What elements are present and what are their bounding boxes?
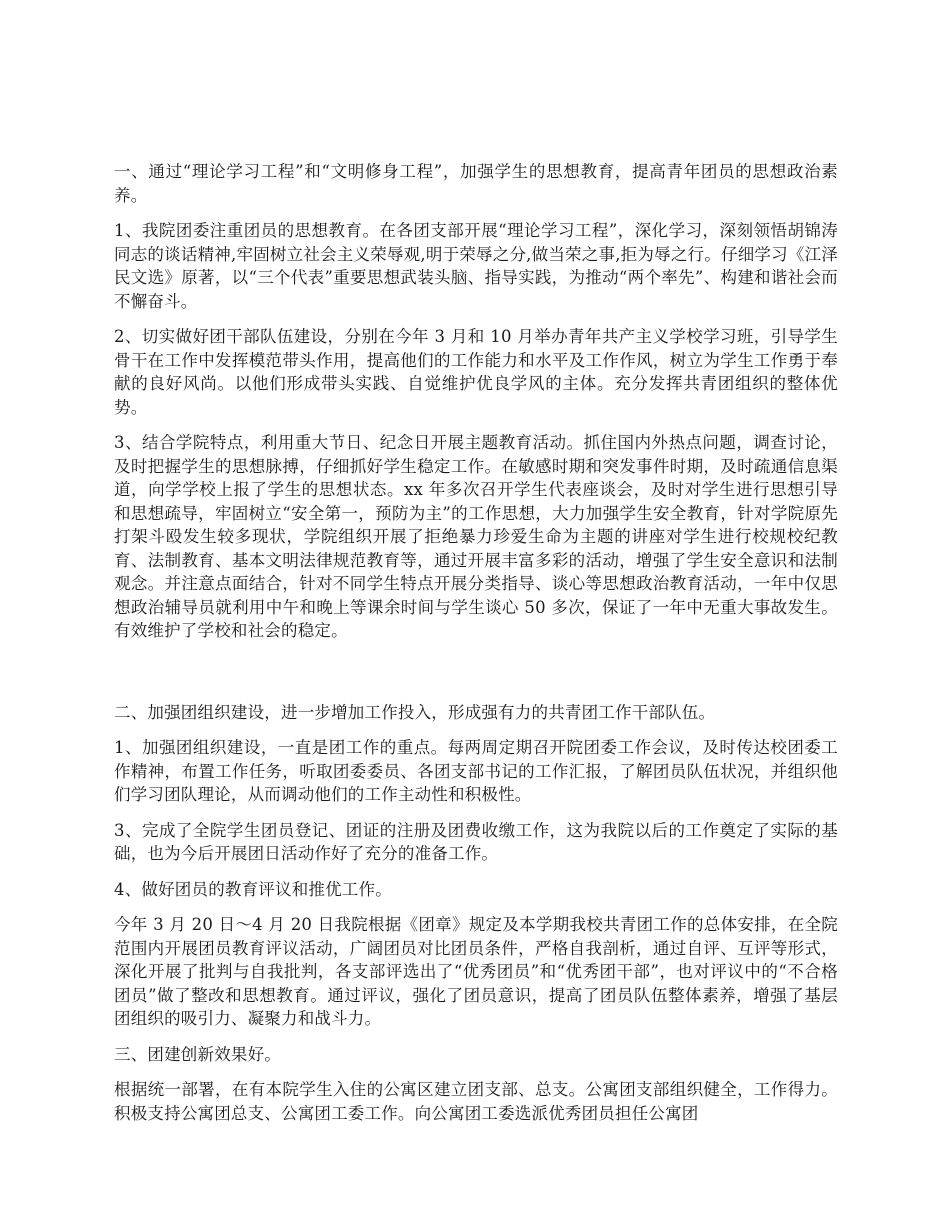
paragraph-1-1: 1、我院团委注重团员的思想教育。在各团支部开展“理论学习工程”，深化学习，深刻领悟胡锦涛同志的谈话精神,牢固树立社会主义荣辱观,明于荣辱之分,做当荣之事,拒为辱之行。仔细学习《江泽民文选》原著，以“三个代表”重要思想武装头脑、指导实践，为推动“两个率先”、构建和谐社会而不懈奋斗。	[114, 221, 838, 311]
section-heading-1: 一、通过“理论学习工程”和“文明修身工程”，加强学生的思想教育，提高青年团员的思想政治素养。	[114, 162, 838, 205]
paragraph-2-3: 3、完成了全院学生团员登记、团证的注册及团费收缴工作，这为我院以后的工作奠定了实际的基础，也为今后开展团日活动作好了充分的准备工作。	[114, 820, 838, 863]
paragraph-2-4-detail: 今年 3 月 20 日～4 月 20 日我院根据《团章》规定及本学期我校共青团工作的总体安排，在全院范围内开展团员教育评议活动，广阔团员对比团员条件，严格自我剖析，通过自评、互评等形式，深化开展了批判与自我批判，各支部评选出了“优秀团员”和“优秀团干部”，也对评议中的“不合格团员”做了整改和思想教育。通过评议，强化了团员意识，提高了团员队伍整体素养，增强了基层团组织的吸引力、凝聚力和战斗力。	[114, 915, 838, 1028]
paragraph-1-2: 2、切实做好团干部队伍建设，分别在今年 3 月和 10 月举办青年共产主义学校学习班，引导学生骨干在工作中发挥模范带头作用，提高他们的工作能力和水平及工作作风，树立为学生工作勇于奉献的良好风尚。以他们形成带头实践、自觉维护优良学风的主体。充分发挥共青团组织的整体优势。	[114, 327, 838, 417]
paragraph-2-1: 1、加强团组织建设，一直是团工作的重点。每两周定期召开院团委工作会议，及时传达校团委工作精神，布置工作任务，听取团委委员、各团支部书记的工作汇报，了解团员队伍状况，并组织他们学习团队理论，从而调动他们的工作主动性和积极性。	[114, 738, 838, 804]
section-heading-2: 二、加强团组织建设，进一步增加工作投入，形成强有力的共青团工作干部队伍。	[114, 702, 716, 722]
document-body	[114, 160, 838, 1125]
paragraph-2-4: 4、做好团员的教育评议和推优工作。	[114, 879, 392, 899]
section-heading-3: 三、团建创新效果好。	[114, 1044, 281, 1064]
paragraph-1-3: 3、结合学院特点，利用重大节日、纪念日开展主题教育活动。抓住国内外热点问题，调查讨论，及时把握学生的思想脉搏，仔细抓好学生稳定工作。在敏感时期和突发事件时期，及时疏通信息渠道，向学学校上报了学生的思想状态。xx 年多次召开学生代表座谈会，及时对学生进行思想引导和思想疏导，牢固树立“安全第一，预防为主”的工作思想，大力加强学生安全教育，针对学院原先打架斗殴发生较多现状，学院组织开展了拒绝暴力珍爱生命为主题的讲座对学生进行校规校纪教育、法制教育、基本文明法律规范教育等，通过开展丰富多彩的活动，增强了学生安全意识和法制观念。并注意点面结合，针对不同学生特点开展分类指导、谈心等思想政治教育活动，一年中仅思想政治辅导员就利用中午和晚上等课余时间与学生谈心 50 多次，保证了一年中无重大事故发生。有效维护了学校和社会的稳定。	[114, 433, 838, 640]
paragraph-3-1: 根据统一部署，在有本院学生入住的公寓区建立团支部、总支。公寓团支部组织健全，工作得力。积极支持公寓团总支、公寓团工委工作。向公寓团工委选派优秀团员担任公寓团	[114, 1080, 838, 1123]
